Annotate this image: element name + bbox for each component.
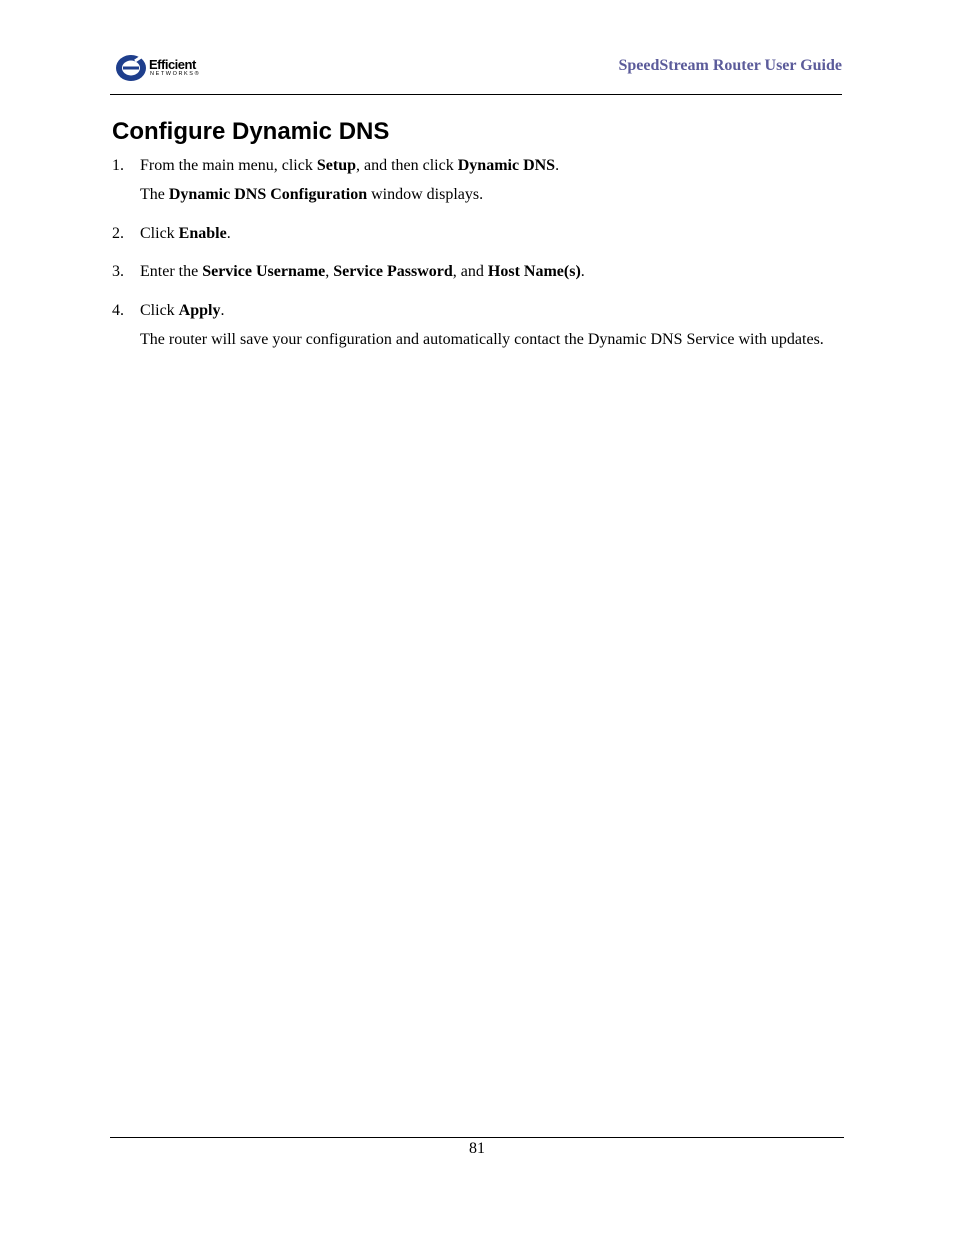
service-password-term: Service Password — [333, 263, 453, 280]
step-text: , and — [452, 263, 488, 280]
apply-term: Apply — [178, 302, 221, 319]
step-text: , and then click — [355, 157, 458, 174]
service-username-term: Service Username — [202, 263, 326, 280]
logo-wordmark: Efficient — [149, 57, 196, 72]
step-text: , — [325, 263, 334, 280]
step-4-note: The router will save your configuration and automatically contact the Dynamic DNS Service with updates. — [140, 331, 824, 348]
step-number: 2. — [112, 225, 124, 242]
step-number: 4. — [112, 302, 124, 319]
step-text: . — [220, 302, 225, 319]
efficient-networks-logo-icon — [114, 52, 148, 84]
step-2 — [112, 224, 231, 244]
logo-subtitle: NETWORKS® — [150, 71, 201, 77]
note-text: window displays. — [367, 186, 484, 203]
setup-term: Setup — [316, 157, 356, 174]
section-heading: Configure Dynamic DNS — [112, 118, 390, 145]
step-text: . — [226, 225, 231, 242]
note-text: The — [140, 186, 169, 203]
step-text: Enter the — [140, 263, 203, 280]
document-title: SpeedStream Router User Guide — [618, 57, 842, 74]
footer-rule — [110, 1137, 844, 1138]
step-text: From the main menu, click — [140, 157, 317, 174]
dynamic-dns-term: Dynamic DNS — [457, 157, 556, 174]
step-text: . — [580, 263, 585, 280]
step-4 — [112, 301, 224, 321]
step-3 — [112, 262, 585, 282]
enable-term: Enable — [178, 225, 227, 242]
company-logo — [114, 52, 214, 84]
window-name-term: Dynamic DNS Configuration — [168, 186, 368, 203]
host-names-term: Host Name(s) — [487, 263, 581, 280]
step-number: 1. — [112, 157, 124, 174]
header-rule — [110, 94, 842, 95]
step-1-note — [140, 185, 830, 205]
page-number: 81 — [469, 1140, 485, 1157]
step-text: Click — [140, 302, 179, 319]
step-text: . — [555, 157, 560, 174]
step-1 — [112, 156, 559, 176]
step-text: Click — [140, 225, 179, 242]
step-number: 3. — [112, 263, 124, 280]
